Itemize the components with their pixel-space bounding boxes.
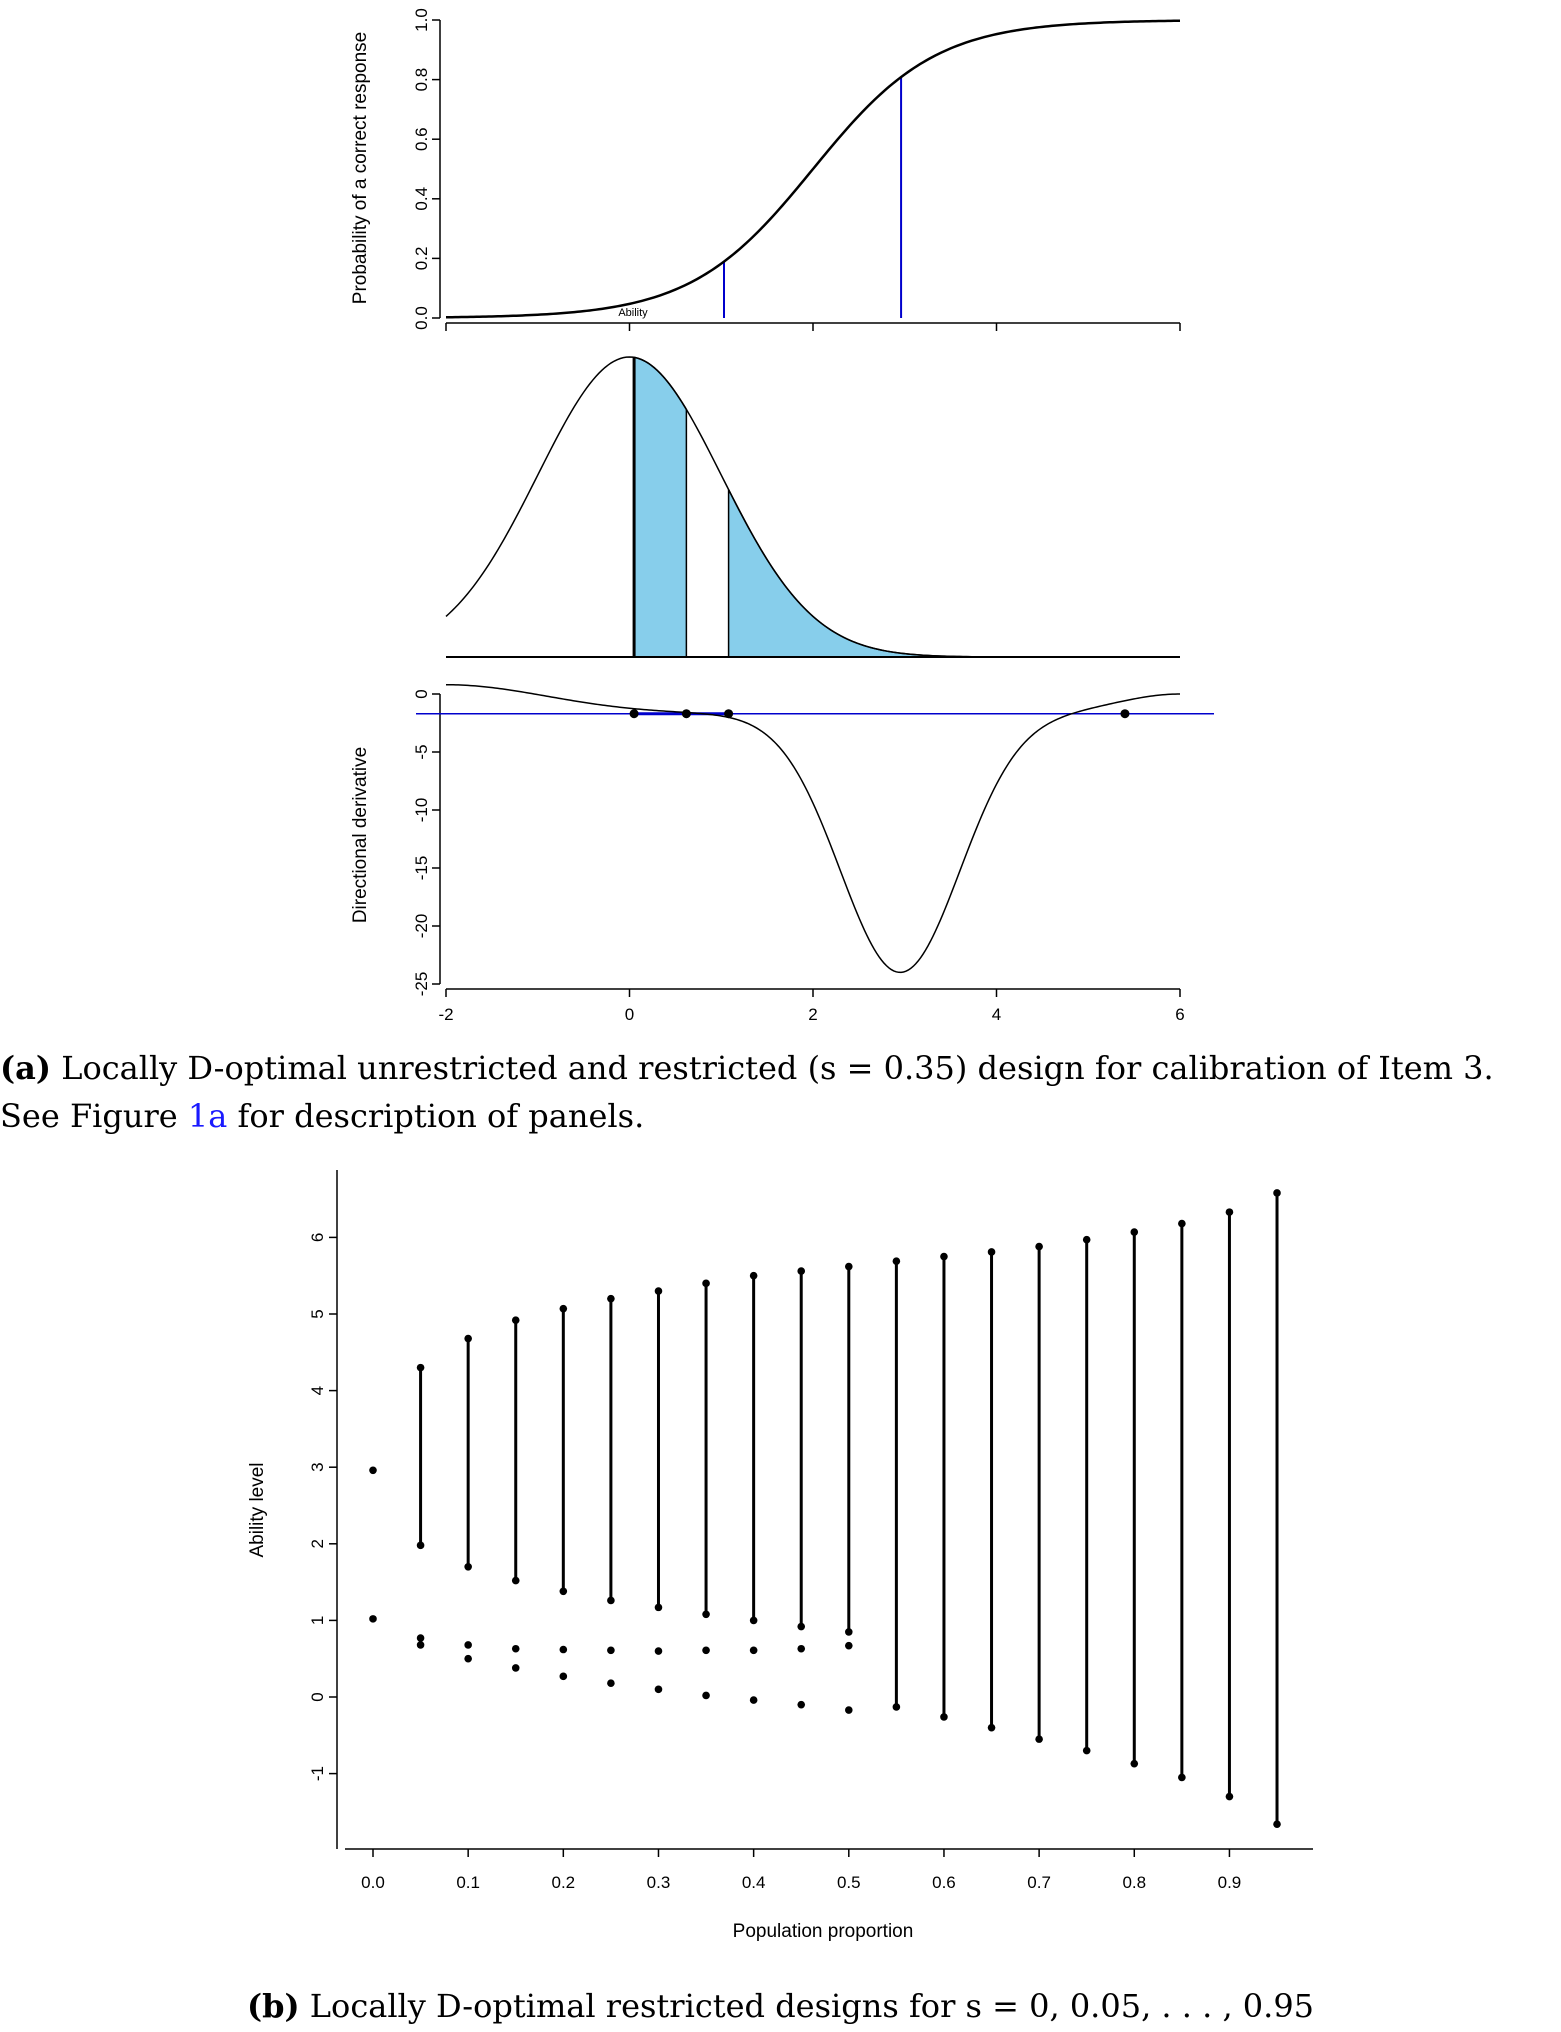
design-interval-end [655, 1287, 663, 1295]
design-interval-end [1226, 1208, 1234, 1216]
designs-x-tick-label: 0.5 [836, 1873, 861, 1892]
derivative-y-tick-label: -25 [412, 971, 431, 997]
designs-y-tick-label: 4 [308, 1385, 327, 1396]
restricted-designs-panel [247, 1170, 1313, 1942]
icc-y-axis-label: Probability of a correct response [350, 31, 371, 305]
design-point [417, 1641, 425, 1649]
designs-x-tick-label: 0.3 [646, 1873, 671, 1892]
design-interval-end [1083, 1236, 1091, 1244]
design-interval-end [750, 1272, 758, 1280]
design-interval-end [560, 1587, 568, 1595]
design-interval-end [1178, 1220, 1186, 1228]
density-shaded-region [634, 357, 686, 657]
design-interval-end [417, 1364, 425, 1372]
icc-y-tick-label: 0.6 [412, 127, 431, 152]
design-point [369, 1466, 377, 1474]
design-interval-end [417, 1542, 425, 1550]
design-point [607, 1679, 615, 1687]
design-point [655, 1647, 663, 1655]
design-interval-end [1178, 1774, 1186, 1782]
design-point [655, 1686, 663, 1694]
design-interval-end [1035, 1735, 1043, 1743]
design-point [607, 1646, 615, 1654]
design-interval-end [940, 1713, 948, 1721]
designs-y-tick-label: 2 [308, 1539, 327, 1549]
design-interval-end [464, 1335, 472, 1343]
design-point [512, 1664, 520, 1672]
icc-y-tick-label: 0.4 [412, 186, 431, 211]
designs-x-tick-label: 0.4 [741, 1873, 766, 1892]
designs-x-tick-label: 0.2 [551, 1873, 576, 1892]
design-point [797, 1645, 805, 1653]
design-interval-end [1130, 1228, 1138, 1236]
caption-b-tag: (b) [246, 1987, 300, 2025]
design-interval-end [512, 1577, 520, 1585]
design-interval-end [1035, 1243, 1043, 1251]
designs-x-tick-label: 0.7 [1027, 1873, 1051, 1892]
icc-y-tick-label: 0.2 [412, 246, 431, 271]
design-interval-end [1083, 1747, 1091, 1755]
design-interval-end [1273, 1820, 1281, 1828]
design-interval-end [1273, 1189, 1281, 1197]
designs-y-tick-label: 3 [308, 1462, 327, 1472]
design-interval-end [845, 1628, 853, 1636]
design-point [560, 1646, 568, 1654]
design-point [512, 1645, 520, 1653]
derivative-y-tick-label: 0 [412, 689, 431, 699]
designs-y-tick-label: 5 [308, 1309, 327, 1319]
caption-a-text-end: for description of panels. [227, 1097, 645, 1135]
design-point [750, 1696, 758, 1704]
caption-a-text: Locally D-optimal unrestricted and restricted (s = 0.35) design for calibration of Item 3. See Figure [0, 1049, 1494, 1135]
design-interval-end [607, 1295, 615, 1303]
derivative-curve [446, 685, 1180, 973]
design-interval-end [464, 1563, 472, 1571]
designs-y-tick-label: 0 [308, 1692, 327, 1702]
design-point [702, 1692, 710, 1700]
icc-ability-label: Ability [618, 307, 648, 319]
design-interval-end [988, 1724, 996, 1732]
designs-y-tick-label: -1 [308, 1766, 327, 1782]
design-interval-end [702, 1610, 710, 1618]
design-point [369, 1615, 377, 1623]
design-point [702, 1646, 710, 1654]
derivative-y-tick-label: -5 [412, 744, 431, 760]
design-interval-end [940, 1253, 948, 1261]
design-interval-end [797, 1623, 805, 1631]
directional-derivative-panel [350, 685, 1214, 1024]
design-point [464, 1655, 472, 1663]
designs-x-tick-label: 0.1 [456, 1873, 480, 1892]
derivative-design-point [682, 709, 691, 718]
design-point [845, 1706, 853, 1714]
design-interval-end [655, 1604, 663, 1612]
caption-b [0, 1982, 1561, 2030]
derivative-x-tick-label: -2 [438, 1005, 454, 1024]
figure-1a-link[interactable]: 1a [187, 1097, 228, 1135]
derivative-y-tick-label: -10 [412, 797, 431, 823]
design-point [845, 1642, 853, 1650]
derivative-x-tick-label: 0 [624, 1005, 635, 1024]
derivative-design-point [630, 709, 639, 718]
icc-panel [350, 8, 1180, 331]
designs-y-tick-label: 6 [308, 1232, 327, 1243]
design-interval-end [845, 1263, 853, 1271]
designs-x-tick-label: 0.6 [932, 1873, 956, 1892]
designs-x-tick-label: 0.8 [1122, 1873, 1147, 1892]
derivative-design-point [724, 709, 733, 718]
design-interval-end [893, 1703, 901, 1711]
caption-a [0, 1044, 1561, 1140]
designs-x-tick-label: 0.9 [1217, 1873, 1242, 1892]
design-point [750, 1646, 758, 1654]
icc-y-tick-label: 0.0 [412, 306, 431, 330]
design-interval-end [988, 1248, 996, 1256]
derivative-x-tick-label: 4 [991, 1005, 1002, 1024]
design-interval-end [750, 1617, 758, 1625]
designs-y-axis-label: Ability level [247, 1462, 268, 1558]
design-interval-end [702, 1280, 710, 1288]
design-point [560, 1673, 568, 1681]
icc-y-tick-label: 1.0 [412, 8, 431, 32]
density-panel [446, 357, 1180, 657]
design-interval-end [1226, 1793, 1234, 1801]
designs-y-tick-label: 1 [308, 1615, 327, 1626]
derivative-x-tick-label: 6 [1175, 1005, 1185, 1024]
design-interval-end [607, 1597, 615, 1605]
design-interval-end [560, 1305, 568, 1313]
icc-y-tick-label: 0.8 [412, 67, 431, 92]
design-interval-end [512, 1316, 520, 1324]
density-curve [446, 357, 1180, 657]
caption-a-tag: (a) [0, 1049, 52, 1087]
design-point [417, 1634, 425, 1642]
derivative-y-axis-label: Directional derivative [350, 746, 371, 924]
designs-x-tick-label: 0.0 [361, 1873, 385, 1892]
derivative-design-point [1120, 709, 1129, 718]
caption-b-text: Locally D-optimal restricted designs for s = 0, 0.05, . . . , 0.95 [299, 1987, 1315, 2025]
design-point [797, 1701, 805, 1709]
design-interval-end [797, 1267, 805, 1275]
derivative-y-tick-label: -15 [412, 855, 431, 881]
icc-curve [446, 21, 1180, 318]
designs-x-axis-label: Population proportion [732, 1921, 914, 1942]
design-interval-end [1130, 1760, 1138, 1768]
density-shaded-region [729, 490, 1125, 657]
design-interval-end [893, 1257, 901, 1265]
design-point [464, 1641, 472, 1649]
derivative-x-tick-label: 2 [808, 1005, 818, 1024]
derivative-y-tick-label: -20 [412, 913, 431, 939]
